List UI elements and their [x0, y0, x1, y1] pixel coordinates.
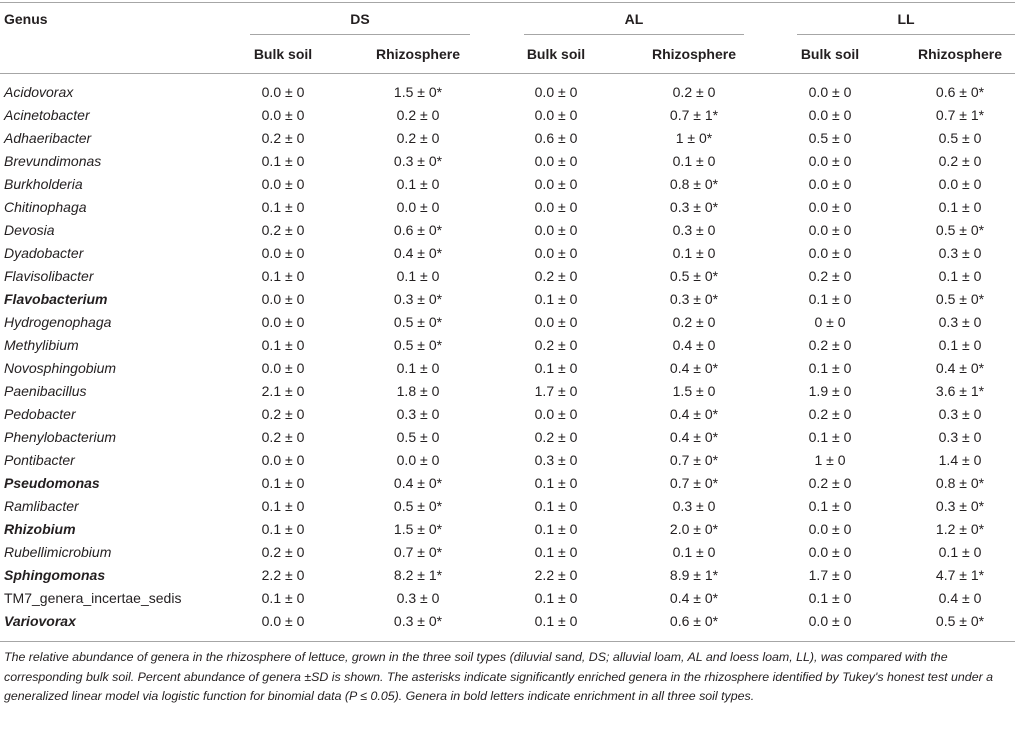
table-row: [0, 196, 1015, 219]
table-row: [0, 518, 1015, 541]
value-cell: 0.8 ± 0*: [669, 176, 719, 192]
genus-cell: TM7_genera_incertae_sedis: [4, 590, 182, 606]
value-cell: 0 ± 0: [814, 314, 846, 330]
header-group-ds: DS: [350, 11, 370, 27]
table-row: [0, 127, 1015, 150]
table-bottom-rule: [0, 641, 1015, 642]
table-row: [0, 265, 1015, 288]
value-cell: 0.1 ± 0: [672, 544, 716, 560]
value-cell: 0.4 ± 0*: [669, 360, 719, 376]
value-cell: 0.0 ± 0: [261, 360, 305, 376]
value-cell: 0.7 ± 0*: [669, 475, 719, 491]
subheader-al-rhizo: Rhizosphere: [651, 46, 736, 62]
value-cell: 0.7 ± 0*: [393, 544, 443, 560]
value-cell: 0.2 ± 0: [261, 130, 305, 146]
value-cell: 0.1 ± 0: [534, 521, 578, 537]
value-cell: 0.0 ± 0: [396, 199, 440, 215]
value-cell: 0.7 ± 0*: [669, 452, 719, 468]
value-cell: 0.0 ± 0: [261, 613, 305, 629]
value-cell: 0.3 ± 0*: [669, 291, 719, 307]
value-cell: 0.0 ± 0: [534, 199, 578, 215]
value-cell: 3.6 ± 1*: [935, 383, 985, 399]
value-cell: 0.4 ± 0*: [669, 406, 719, 422]
genus-cell: Dyadobacter: [4, 245, 84, 261]
value-cell: 0.0 ± 0: [261, 176, 305, 192]
value-cell: 0.3 ± 0: [672, 498, 716, 514]
value-cell: 0.0 ± 0: [808, 521, 852, 537]
value-cell: 0.1 ± 0: [534, 590, 578, 606]
value-cell: 0.3 ± 0: [938, 245, 982, 261]
header-genus: Genus: [4, 11, 48, 27]
genus-cell: Chitinophaga: [4, 199, 87, 215]
genus-cell: Methylibium: [4, 337, 79, 353]
table-row: [0, 541, 1015, 564]
table-row: [0, 288, 1015, 311]
genus-cell: Rubellimicrobium: [4, 544, 112, 560]
value-cell: 0.1 ± 0: [261, 153, 305, 169]
value-cell: 0.1 ± 0: [938, 544, 982, 560]
value-cell: 0.1 ± 0: [672, 245, 716, 261]
value-cell: 0.5 ± 0*: [935, 222, 985, 238]
value-cell: 0.1 ± 0: [534, 291, 578, 307]
genus-cell: Acinetobacter: [4, 107, 90, 123]
value-cell: 0.0 ± 0: [808, 245, 852, 261]
value-cell: 0.6 ± 0*: [669, 613, 719, 629]
value-cell: 0.1 ± 0: [534, 544, 578, 560]
value-cell: 0.2 ± 0: [672, 84, 716, 100]
value-cell: 0.1 ± 0: [808, 429, 852, 445]
value-cell: 0.0 ± 0: [808, 107, 852, 123]
value-cell: 0.2 ± 0: [396, 130, 440, 146]
value-cell: 0.2 ± 0: [261, 222, 305, 238]
value-cell: 0.0 ± 0: [808, 613, 852, 629]
table-row: [0, 81, 1015, 104]
header-bottom-rule: [0, 73, 1015, 74]
genus-cell: Sphingomonas: [4, 567, 106, 583]
value-cell: 8.9 ± 1*: [669, 567, 719, 583]
value-cell: 0.2 ± 0: [261, 406, 305, 422]
value-cell: 0.5 ± 0*: [935, 291, 985, 307]
header-group-al: AL: [624, 11, 644, 27]
value-cell: 0.1 ± 0: [808, 291, 852, 307]
genus-cell: Burkholderia: [4, 176, 83, 192]
value-cell: 0.3 ± 0: [938, 406, 982, 422]
table-row: [0, 104, 1015, 127]
genus-cell: Flavobacterium: [4, 291, 108, 307]
value-cell: 0.1 ± 0: [261, 521, 305, 537]
subheader-ll-rhizo: Rhizosphere: [917, 46, 1002, 62]
value-cell: 0.1 ± 0: [808, 498, 852, 514]
value-cell: 0.1 ± 0: [261, 590, 305, 606]
value-cell: 0.0 ± 0: [808, 153, 852, 169]
genus-cell: Rhizobium: [4, 521, 76, 537]
value-cell: 0.1 ± 0: [261, 475, 305, 491]
table-row: [0, 380, 1015, 403]
value-cell: 0.4 ± 0: [672, 337, 716, 353]
table-row: [0, 173, 1015, 196]
genus-cell: Pseudomonas: [4, 475, 100, 491]
value-cell: 0.2 ± 0: [808, 475, 852, 491]
value-cell: 0.0 ± 0: [534, 314, 578, 330]
value-cell: 0.1 ± 0: [534, 475, 578, 491]
value-cell: 1.8 ± 0: [396, 383, 440, 399]
value-cell: 0.1 ± 0: [534, 498, 578, 514]
value-cell: 0.0 ± 0: [808, 544, 852, 560]
value-cell: 0.1 ± 0: [808, 360, 852, 376]
value-cell: 0.5 ± 0*: [669, 268, 719, 284]
table-row: [0, 357, 1015, 380]
table-row: [0, 610, 1015, 633]
group-rule-ll: [797, 34, 1015, 35]
table-row: [0, 334, 1015, 357]
value-cell: 0.0 ± 0: [534, 406, 578, 422]
value-cell: 0.0 ± 0: [808, 222, 852, 238]
value-cell: 0.4 ± 0*: [393, 475, 443, 491]
value-cell: 1.7 ± 0: [808, 567, 852, 583]
value-cell: 0.5 ± 0: [808, 130, 852, 146]
table-row: [0, 242, 1015, 265]
value-cell: 0.3 ± 0: [938, 429, 982, 445]
value-cell: 0.0 ± 0: [396, 452, 440, 468]
value-cell: 0.7 ± 1*: [935, 107, 985, 123]
value-cell: 0.6 ± 0: [534, 130, 578, 146]
value-cell: 0.0 ± 0: [808, 176, 852, 192]
value-cell: 0.0 ± 0: [261, 84, 305, 100]
value-cell: 0.5 ± 0: [938, 130, 982, 146]
value-cell: 0.2 ± 0: [534, 268, 578, 284]
value-cell: 0.0 ± 0: [261, 245, 305, 261]
genus-cell: Paenibacillus: [4, 383, 87, 399]
value-cell: 0.3 ± 0: [672, 222, 716, 238]
genus-cell: Brevundimonas: [4, 153, 102, 169]
table-row: [0, 311, 1015, 334]
value-cell: 0.0 ± 0: [261, 314, 305, 330]
value-cell: 0.2 ± 0: [808, 406, 852, 422]
value-cell: 0.4 ± 0*: [393, 245, 443, 261]
value-cell: 0.2 ± 0: [808, 268, 852, 284]
table-row: [0, 150, 1015, 173]
value-cell: 0.0 ± 0: [261, 452, 305, 468]
value-cell: 0.1 ± 0: [534, 360, 578, 376]
value-cell: 0.5 ± 0: [396, 429, 440, 445]
genus-cell: Novosphingobium: [4, 360, 117, 376]
value-cell: 2.2 ± 0: [534, 567, 578, 583]
subheader-al-bulk: Bulk soil: [526, 46, 586, 62]
table-top-rule: [0, 2, 1015, 3]
table-row: [0, 495, 1015, 518]
value-cell: 0.4 ± 0*: [935, 360, 985, 376]
value-cell: 1 ± 0: [814, 452, 846, 468]
value-cell: 0.0 ± 0: [261, 291, 305, 307]
value-cell: 0.4 ± 0*: [669, 429, 719, 445]
subheader-ds-rhizo: Rhizosphere: [375, 46, 460, 62]
value-cell: 0.3 ± 0: [396, 406, 440, 422]
genus-cell: Variovorax: [4, 613, 76, 629]
value-cell: 0.2 ± 0: [534, 429, 578, 445]
value-cell: 0.3 ± 0: [534, 452, 578, 468]
value-cell: 0.1 ± 0: [396, 360, 440, 376]
value-cell: 0.0 ± 0: [938, 176, 982, 192]
table-body: [0, 81, 1015, 633]
subheader-ds-bulk: Bulk soil: [253, 46, 313, 62]
table-row: [0, 564, 1015, 587]
table-row: [0, 449, 1015, 472]
value-cell: 0.1 ± 0: [396, 268, 440, 284]
genus-cell: Flavisolibacter: [4, 268, 94, 284]
value-cell: 0.3 ± 0*: [393, 291, 443, 307]
value-cell: 0.1 ± 0: [534, 613, 578, 629]
table-caption: The relative abundance of genera in the rhizosphere of lettuce, grown in the three soil types (diluvial sand, DS; alluvial loam, AL and loess loam, LL), was compared with the corresponding bulk soil. Percent abundance of genera ±SD is shown. The asterisks indicate significantly enriched genera in the rhizosphere identified by Tukey's honest test under a generalized linear model via logistic function for binomial data (P ≤ 0.05). Genera in bold letters indicate enrichment in all three soil types.: [4, 650, 994, 703]
value-cell: 0.6 ± 0*: [935, 84, 985, 100]
value-cell: 4.7 ± 1*: [935, 567, 985, 583]
value-cell: 0.3 ± 0: [938, 314, 982, 330]
value-cell: 0.3 ± 0: [396, 590, 440, 606]
value-cell: 0.5 ± 0*: [935, 613, 985, 629]
value-cell: 1 ± 0*: [675, 130, 713, 146]
table-row: [0, 219, 1015, 242]
value-cell: 1.2 ± 0*: [935, 521, 985, 537]
value-cell: 1.4 ± 0: [938, 452, 982, 468]
header-group-ll: LL: [897, 11, 915, 27]
value-cell: 0.3 ± 0*: [393, 153, 443, 169]
value-cell: 0.2 ± 0: [261, 429, 305, 445]
table-row: [0, 472, 1015, 495]
group-rule-al: [524, 34, 744, 35]
table-row: [0, 426, 1015, 449]
value-cell: 0.1 ± 0: [261, 268, 305, 284]
value-cell: 0.2 ± 0: [261, 544, 305, 560]
value-cell: 1.5 ± 0: [672, 383, 716, 399]
value-cell: 0.0 ± 0: [808, 199, 852, 215]
value-cell: 0.1 ± 0: [396, 176, 440, 192]
value-cell: 0.0 ± 0: [534, 222, 578, 238]
value-cell: 0.2 ± 0: [534, 337, 578, 353]
value-cell: 0.1 ± 0: [261, 498, 305, 514]
value-cell: 0.1 ± 0: [938, 268, 982, 284]
value-cell: 2.1 ± 0: [261, 383, 305, 399]
subheader-ll-bulk: Bulk soil: [800, 46, 860, 62]
genus-cell: Acidovorax: [4, 84, 74, 100]
group-rule-ds: [250, 34, 470, 35]
value-cell: 0.2 ± 0: [672, 314, 716, 330]
value-cell: 0.1 ± 0: [938, 199, 982, 215]
value-cell: 0.3 ± 0*: [393, 613, 443, 629]
value-cell: 0.0 ± 0: [534, 153, 578, 169]
value-cell: 0.2 ± 0: [938, 153, 982, 169]
value-cell: 0.0 ± 0: [534, 107, 578, 123]
value-cell: 0.0 ± 0: [534, 84, 578, 100]
value-cell: 0.3 ± 0*: [935, 498, 985, 514]
value-cell: 1.5 ± 0*: [393, 84, 443, 100]
value-cell: 0.3 ± 0*: [669, 199, 719, 215]
genus-cell: Devosia: [4, 222, 55, 238]
value-cell: 2.0 ± 0*: [669, 521, 719, 537]
value-cell: 0.5 ± 0*: [393, 337, 443, 353]
value-cell: 2.2 ± 0: [261, 567, 305, 583]
table-row: [0, 403, 1015, 426]
value-cell: 0.0 ± 0: [261, 107, 305, 123]
genus-cell: Ramlibacter: [4, 498, 79, 514]
value-cell: 0.1 ± 0: [808, 590, 852, 606]
genus-cell: Hydrogenophaga: [4, 314, 112, 330]
value-cell: 0.1 ± 0: [938, 337, 982, 353]
table-row: [0, 587, 1015, 610]
value-cell: 1.7 ± 0: [534, 383, 578, 399]
value-cell: 1.5 ± 0*: [393, 521, 443, 537]
genus-cell: Adhaeribacter: [4, 130, 92, 146]
value-cell: 0.0 ± 0: [534, 176, 578, 192]
value-cell: 0.2 ± 0: [808, 337, 852, 353]
value-cell: 0.1 ± 0: [261, 199, 305, 215]
value-cell: 0.1 ± 0: [261, 337, 305, 353]
genus-cell: Pedobacter: [4, 406, 76, 422]
value-cell: 8.2 ± 1*: [393, 567, 443, 583]
value-cell: 0.8 ± 0*: [935, 475, 985, 491]
value-cell: 0.4 ± 0*: [669, 590, 719, 606]
value-cell: 0.6 ± 0*: [393, 222, 443, 238]
value-cell: 0.5 ± 0*: [393, 498, 443, 514]
value-cell: 0.0 ± 0: [808, 84, 852, 100]
value-cell: 0.5 ± 0*: [393, 314, 443, 330]
genus-cell: Pontibacter: [4, 452, 75, 468]
value-cell: 1.9 ± 0: [808, 383, 852, 399]
value-cell: 0.2 ± 0: [396, 107, 440, 123]
value-cell: 0.7 ± 1*: [669, 107, 719, 123]
value-cell: 0.0 ± 0: [534, 245, 578, 261]
genus-cell: Phenylobacterium: [4, 429, 117, 445]
value-cell: 0.4 ± 0: [938, 590, 982, 606]
value-cell: 0.1 ± 0: [672, 153, 716, 169]
